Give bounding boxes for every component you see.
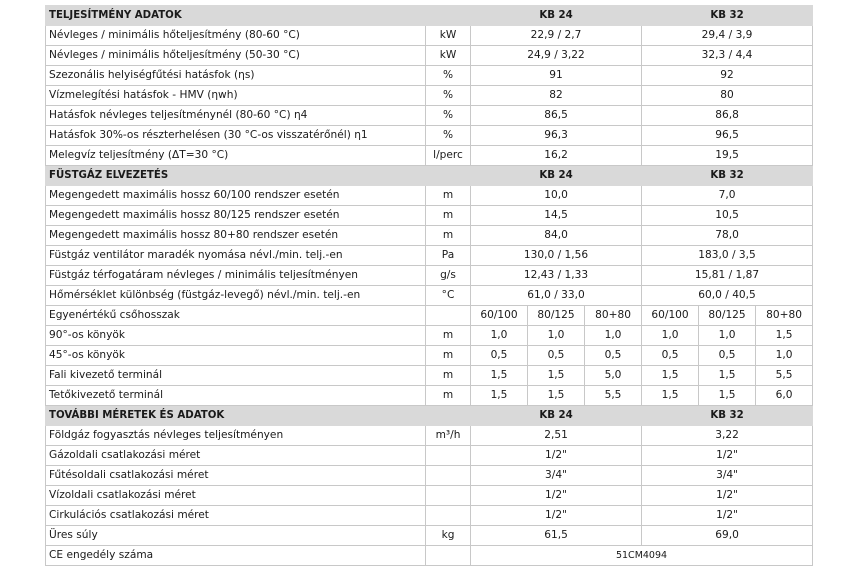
model-a-header: KB 24: [471, 166, 642, 186]
spec-sheet: [45, 5, 812, 566]
section-header-flue: [46, 166, 813, 186]
table-row: Névleges / minimális hőteljesítmény (50-30 °C) kW 24,9 / 3,22 32,3 / 4,4: [46, 46, 813, 66]
table-row: Földgáz fogyasztás névleges teljesítményen m³/h 2,51 3,22: [46, 426, 813, 446]
table-row: Szezonális helyiségfűtési hatásfok (ηs) % 91 92: [46, 66, 813, 86]
spec-table: [45, 5, 813, 566]
table-row: Üres súly kg 61,5 69,0: [46, 526, 813, 546]
model-b-header: KB 32: [642, 406, 813, 426]
table-row: Névleges / minimális hőteljesítmény (80-60 °C) kW 22,9 / 2,7 29,4 / 3,9: [46, 26, 813, 46]
table-row: Vízoldali csatlakozási méret 1/2" 1/2": [46, 486, 813, 506]
model-a-header: KB 24: [471, 406, 642, 426]
table-row: 90°-os könyök m 1,0 1,0 1,0 1,0 1,0 1,5: [46, 326, 813, 346]
table-row: 45°-os könyök m 0,5 0,5 0,5 0,5 0,5 1,0: [46, 346, 813, 366]
ce-approval-number: 51CM4094: [471, 546, 813, 566]
table-row: Cirkulációs csatlakozási méret 1/2" 1/2": [46, 506, 813, 526]
section-header-additional: [46, 406, 813, 426]
table-row: Megengedett maximális hossz 80+80 rendszer esetén m 84,0 78,0: [46, 226, 813, 246]
model-b-header: KB 32: [642, 166, 813, 186]
table-row: Vízmelegítési hatásfok - HMV (ηwh) % 82 80: [46, 86, 813, 106]
section-title: FÜSTGÁZ ELVEZETÉS: [46, 166, 426, 186]
table-row: Fali kivezető terminál m 1,5 1,5 5,0 1,5 1,5 5,5: [46, 366, 813, 386]
table-row: Füstgáz ventilátor maradék nyomása névl./min. telj.-en Pa 130,0 / 1,56 183,0 / 3,5: [46, 246, 813, 266]
table-row: Füstgáz térfogatáram névleges / minimális teljesítményen g/s 12,43 / 1,33 15,81 / 1,87: [46, 266, 813, 286]
table-row: Tetőkivezető terminál m 1,5 1,5 5,5 1,5 1,5 6,0: [46, 386, 813, 406]
table-row: Melegvíz teljesítmény (ΔT=30 °C) l/perc 16,2 19,5: [46, 146, 813, 166]
equiv-length-header-row: Egyenértékű csőhosszak 60/100 80/125 80+80 60/100 80/125 80+80: [46, 306, 813, 326]
section-title: TOVÁBBI MÉRETEK ÉS ADATOK: [46, 406, 426, 426]
table-row: Megengedett maximális hossz 80/125 rendszer esetén m 14,5 10,5: [46, 206, 813, 226]
table-row: Gázoldali csatlakozási méret 1/2" 1/2": [46, 446, 813, 466]
model-b-header: KB 32: [642, 6, 813, 26]
model-a-header: KB 24: [471, 6, 642, 26]
section-header-performance: [46, 6, 813, 26]
table-row: Hőmérséklet különbség (füstgáz-levegő) névl./min. telj.-en °C 61,0 / 33,0 60,0 / 40,5: [46, 286, 813, 306]
table-row: Hatásfok névleges teljesítménynél (80-60 °C) η4 % 86,5 86,8: [46, 106, 813, 126]
table-row: Megengedett maximális hossz 60/100 rendszer esetén m 10,0 7,0: [46, 186, 813, 206]
table-row: Fűtésoldali csatlakozási méret 3/4" 3/4": [46, 466, 813, 486]
section-title: TELJESÍTMÉNY ADATOK: [46, 6, 426, 26]
table-row: Hatásfok 30%-os részterhelésen (30 °C-os visszatérőnél) η1 % 96,3 96,5: [46, 126, 813, 146]
ce-approval-row: CE engedély száma 51CM4094: [46, 546, 813, 566]
